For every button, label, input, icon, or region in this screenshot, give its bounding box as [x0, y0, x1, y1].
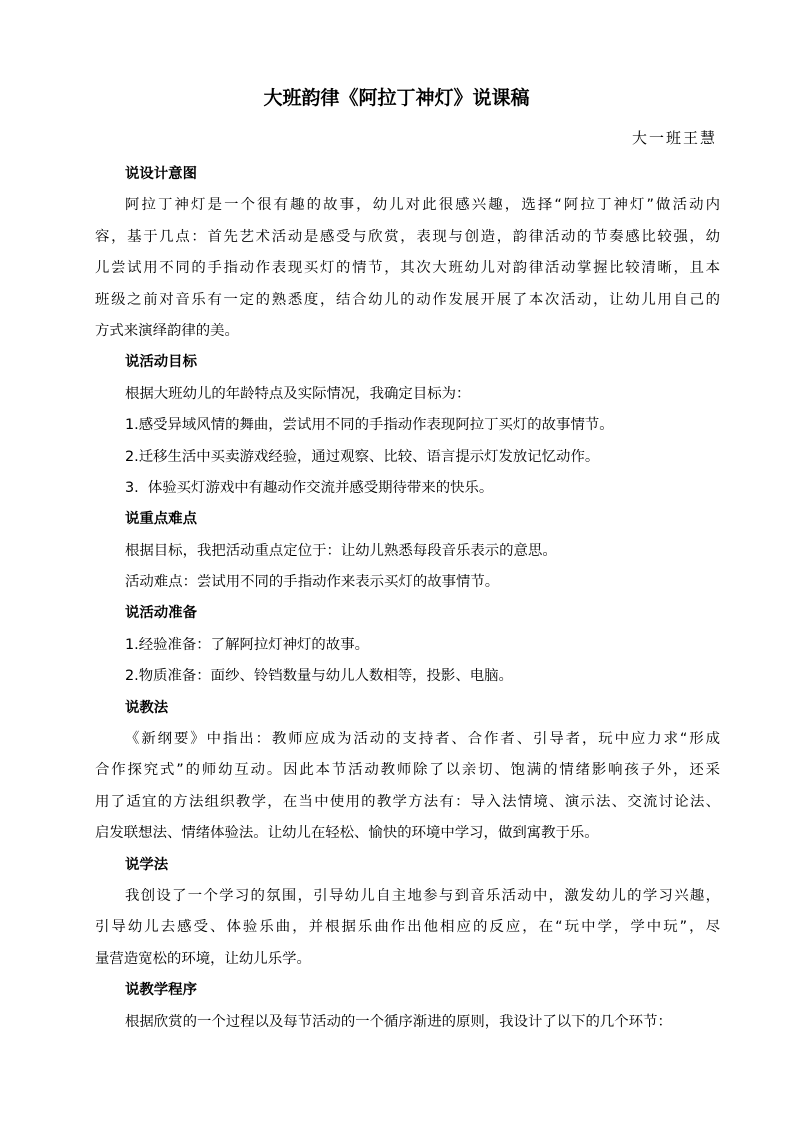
- key-point-focus: 根据目标，我把活动重点定位于：让幼儿熟悉每段音乐表示的意思。: [125, 542, 557, 559]
- document-title: 大班韵律《阿拉丁神灯》说课稿: [263, 87, 530, 109]
- paragraph-line: 《新纲要》中指出：教师应成为活动的支持者、合作者、引导者，玩中应力求“形成: [125, 731, 720, 748]
- preparation-item: 1.经验准备：了解阿拉灯神灯的故事。: [125, 636, 369, 653]
- section-heading-teaching-method: 说教法: [125, 699, 169, 716]
- paragraph-line: 合作探究式”的师幼互动。因此本节活动教师除了以亲切、饱满的情绪影响孩子外，还采: [95, 762, 720, 779]
- paragraph-line: 方式来演绎韵律的美。: [95, 322, 239, 339]
- section-heading-key-points: 说重点难点: [125, 511, 197, 528]
- objective-item: 3. 体验买灯游戏中有趣动作交流并感受期待带来的快乐。: [125, 479, 494, 496]
- section-heading-preparation: 说活动准备: [125, 605, 197, 622]
- section-heading-learning-method: 说学法: [125, 856, 169, 873]
- section-heading-design-intent: 说设计意图: [125, 166, 197, 182]
- objective-item: 1.感受异域风情的舞曲，尝试用不同的手指动作表现阿拉丁买灯的故事情节。: [125, 417, 614, 434]
- document-body: [95, 159, 720, 1038]
- document-author: 大一班王慧: [631, 129, 717, 147]
- section-heading-procedure: 说教学程序: [125, 982, 197, 999]
- key-point-difficulty: 活动难点：尝试用不同的手指动作来表示买灯的故事情节。: [125, 574, 500, 591]
- paragraph-line: 量营造宽松的环境，让幼儿乐学。: [95, 950, 311, 967]
- paragraph-line: 儿尝试用不同的手指动作表现买灯的情节，其次大班幼儿对韵律活动掌握比较清晰，且本: [95, 260, 720, 277]
- paragraph-line: 用了适宜的方法组织教学，在当中使用的教学方法有：导入法情境、演示法、交流讨论法、: [95, 793, 720, 810]
- paragraph-line: 阿拉丁神灯是一个很有趣的故事，幼儿对此很感兴趣，选择“阿拉丁神灯”做活动内: [125, 197, 720, 214]
- objectives-intro: 根据大班幼儿的年龄特点及实际情况，我确定目标为：: [125, 385, 471, 402]
- paragraph-line: 引导幼儿去感受、体验乐曲，并根据乐曲作出他相应的反应，在“玩中学，学中玩”，尽: [95, 919, 720, 936]
- paragraph-line: 启发联想法、情绪体验法。让幼儿在轻松、愉快的环境中学习，做到寓教于乐。: [95, 825, 599, 842]
- paragraph-line: 容，基于几点：首先艺术活动是感受与欣赏，表现与创造，韵律活动的节奏感比较强，幼: [95, 228, 720, 245]
- paragraph-line: 根据欣赏的一个过程以及每节活动的一个循序渐进的原则，我设计了以下的几个环节：: [125, 1013, 672, 1030]
- paragraph-line: 班级之前对音乐有一定的熟悉度，结合幼儿的动作发展开展了本次活动，让幼儿用自己的: [95, 291, 720, 308]
- section-heading-objectives: 说活动目标: [125, 354, 197, 371]
- paragraph-line: 我创设了一个学习的氛围，引导幼儿自主地参与到音乐活动中，激发幼儿的学习兴趣，: [125, 887, 720, 904]
- preparation-item: 2.物质准备：面纱、铃铛数量与幼儿人数相等，投影、电脑。: [125, 668, 513, 685]
- objective-item: 2.迁移生活中买卖游戏经验，通过观察、比较、语言提示灯发放记忆动作。: [125, 448, 600, 465]
